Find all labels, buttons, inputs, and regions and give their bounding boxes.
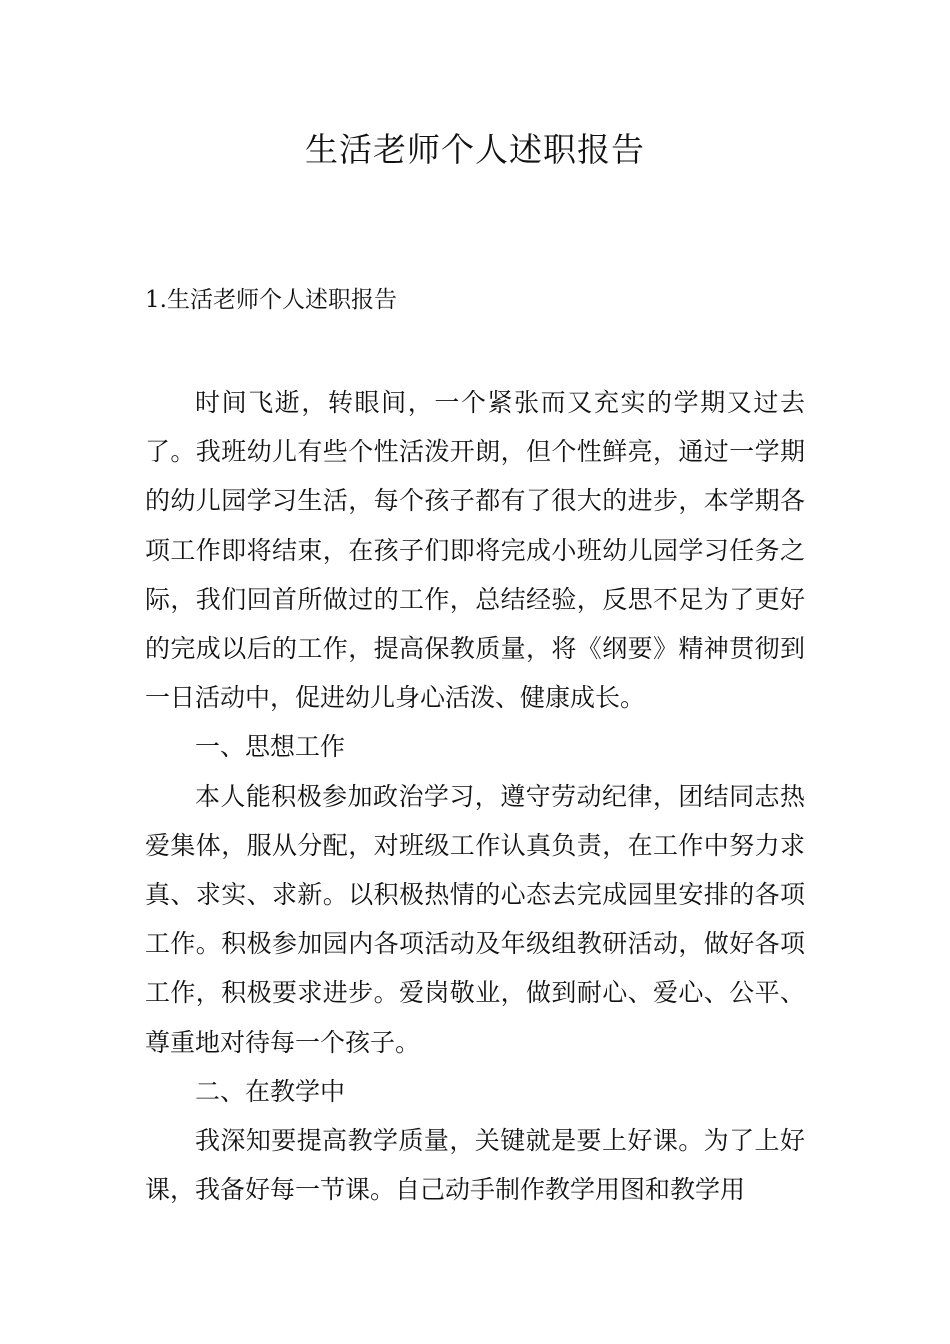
heading-ideology-work: 一、思想工作 bbox=[195, 732, 346, 762]
paragraph-intro: 时间飞逝，转眼间，一个紧张而又充实的学期又过去了。我班幼儿有些个性活泼开朗，但个性鲜亮，通过一学期的幼儿园学习生活，每个孩子都有了很大的进步，本学期各项工作即将结束，在孩子们即将完成小班幼儿园学习任务之际，我们回首所做过的工作，总结经验，反思不足为了更好的完成以后的工作，提高保教质量，将《纲要》精神贯彻到一日活动中，促进幼儿身心活泼、健康成长。 bbox=[145, 388, 805, 713]
section-heading: 1.生活老师个人述职报告 bbox=[145, 287, 397, 313]
document-title: 生活老师个人述职报告 bbox=[305, 130, 645, 169]
body-text bbox=[145, 378, 805, 1214]
paragraph-teaching: 我深知要提高教学质量，关键就是要上好课。为了上好课，我备好每一节课。自己动手制作教学用图和教学用 bbox=[145, 1126, 805, 1205]
paragraph-ideology-work: 本人能积极参加政治学习，遵守劳动纪律，团结同志热爱集体，服从分配，对班级工作认真负责，在工作中努力求真、求实、求新。以积极热情的心态去完成园里安排的各项工作。积极参加园内各项活动及年级组教研活动，做好各项工作，积极要求进步。爱岗敬业，做到耐心、爱心、公平、尊重地对待每一个孩子。 bbox=[145, 781, 805, 1057]
heading-teaching: 二、在教学中 bbox=[195, 1076, 346, 1106]
